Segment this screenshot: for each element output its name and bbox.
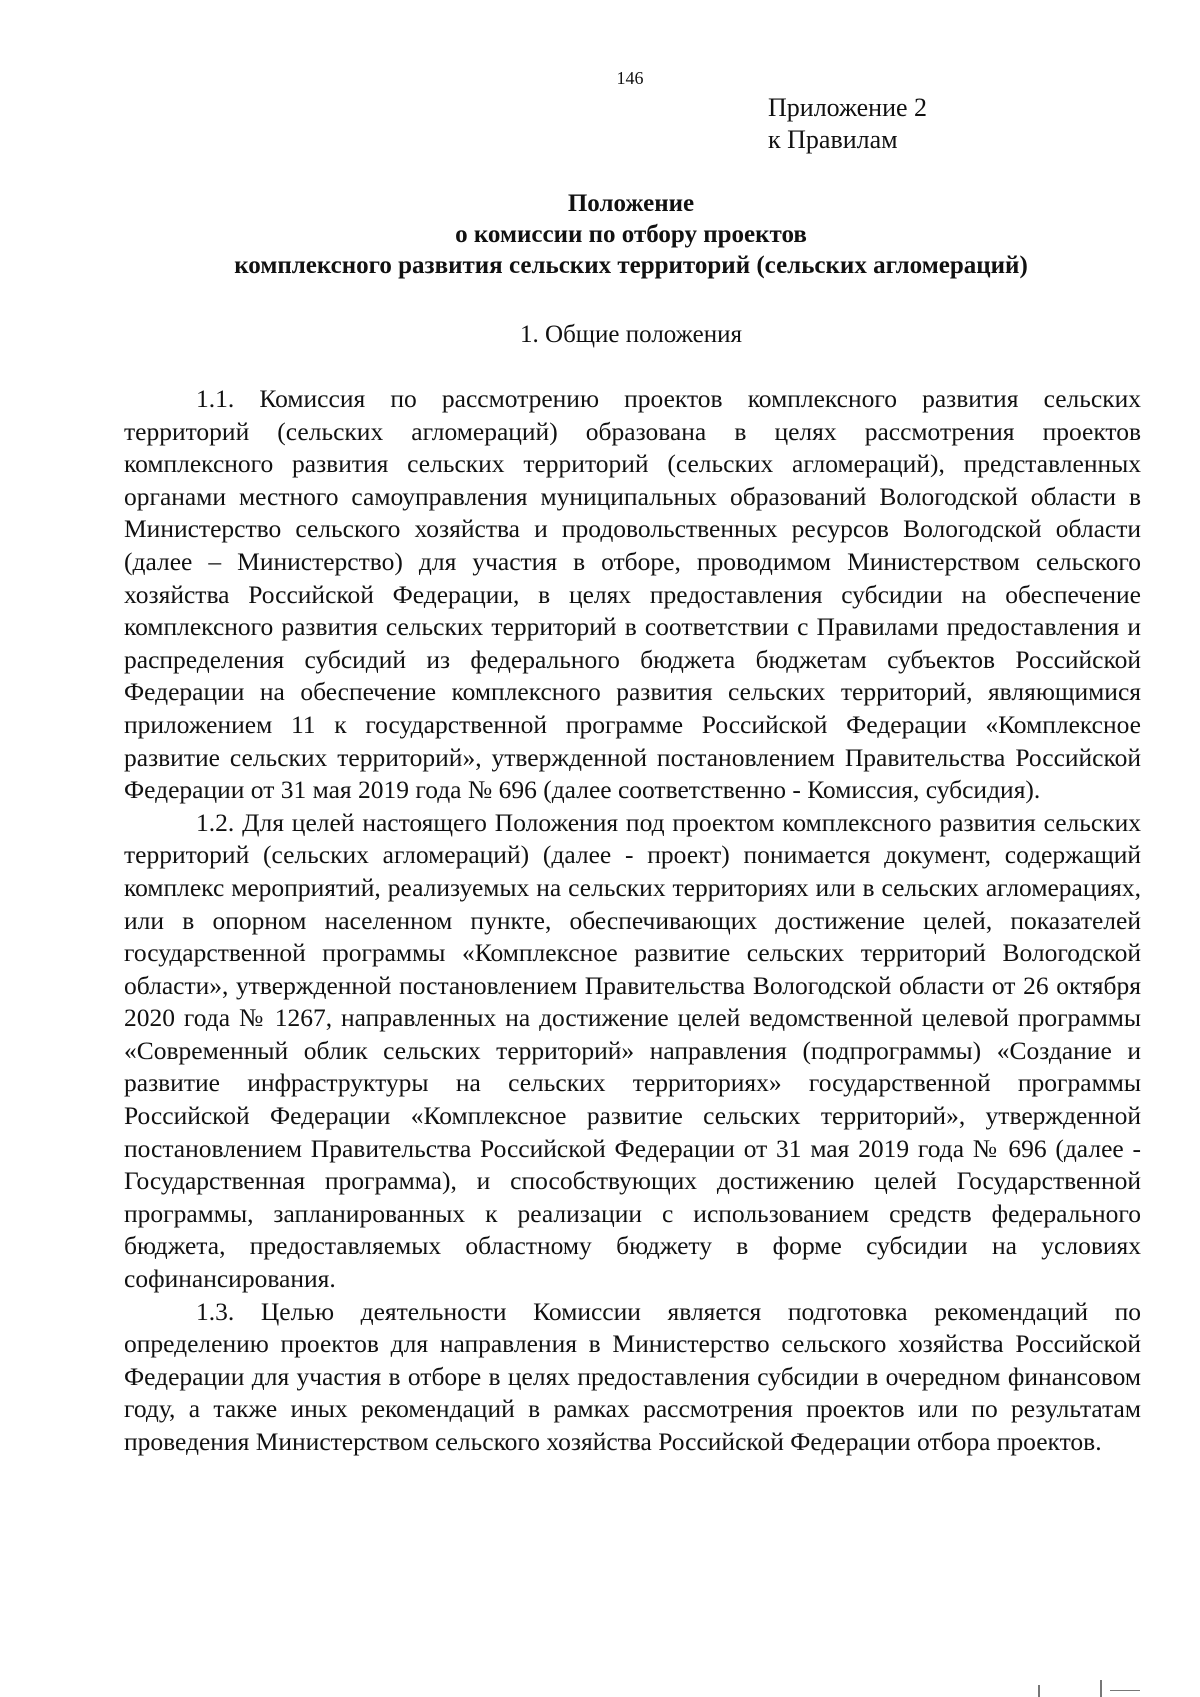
paragraph-1-2: 1.2. Для целей настоящего Положения под проектом комплексного развития сельских территорий (сельских агломераций) (далее - проект) понимается документ, содержащий комплекс мероприятий, реализуемых на сельских территориях или в сельских агломерациях, или в опорном населенном пункте, обеспечивающих достижение целей, показателей государственной программы «Комплексное развитие сельских территорий Вологодской области», утвержденной постановлением Правительства Вологодской области от 26 октября 2020 года № 1267, направленных на достижение целей ведомственной целевой программы «Современный облик сельских территорий» направления (подпрограммы) «Создание и развитие инфраструктуры на сельских территориях» государственной программы Российской Федерации «Комплексное развитие сельских территорий», утвержденной постановлением Правительства Российской Федерации от 31 мая 2019 года № 696 (далее - Государственная программа), и способствующих достижению целей Государственной программы, запланированных к реализации с использованием средств федерального бюджета, предоставляемых областному бюджету в форме субсидии на условиях софинансирования. [124, 807, 1141, 1294]
appendix-reference [768, 92, 927, 156]
title-line-1: Положение [567, 190, 695, 217]
document-title [160, 188, 1102, 281]
scan-artifact [1100, 1680, 1102, 1697]
body-text [124, 383, 1141, 1459]
scan-artifact [1038, 1685, 1040, 1697]
title-line-3: комплексного развития сельских территорий (сельских агломераций) [234, 252, 1028, 279]
appendix-line-1: Приложение 2 [768, 93, 928, 122]
section-heading: 1. Общие положения [520, 321, 742, 348]
appendix-line-2: к Правилам [768, 125, 898, 154]
paragraph-1-3: 1.3. Целью деятельности Комиссии является подготовка рекомендаций по определению проектов для направления в Министерство сельского хозяйства Российской Федерации для участия в отборе в целях предоставления субсидии в очередном финансовом году, а также иных рекомендаций в рамках рассмотрения проектов или по результатам проведения Министерством сельского хозяйства Российской Федерации отбора проектов. [124, 1296, 1141, 1456]
scan-artifact [1110, 1690, 1140, 1691]
page-number: 146 [616, 68, 644, 88]
paragraph-1-1: 1.1. Комиссия по рассмотрению проектов комплексного развития сельских территорий (сельских агломераций) образована в целях рассмотрения проектов комплексного развития сельских территорий (сельских агломераций), представленных органами местного самоуправления муниципальных образований Вологодской области в Министерство сельского хозяйства и продовольственных ресурсов Вологодской области (далее – Министерство) для участия в отборе, проводимом Министерством сельского хозяйства Российской Федерации, в целях предоставления субсидии на обеспечение комплексного развития сельских территорий в соответствии с Правилами предоставления и распределения субсидий из федерального бюджета бюджетам субъектов Российской Федерации на обеспечение комплексного развития сельских территорий, являющимися приложением 11 к государственной программе Российской Федерации «Комплексное развитие сельских территорий», утвержденной постановлением Правительства Российской Федерации от 31 мая 2019 года № 696 (далее соответственно - Комиссия, субсидия). [124, 384, 1141, 805]
title-line-2: о комиссии по отбору проектов [455, 221, 807, 248]
